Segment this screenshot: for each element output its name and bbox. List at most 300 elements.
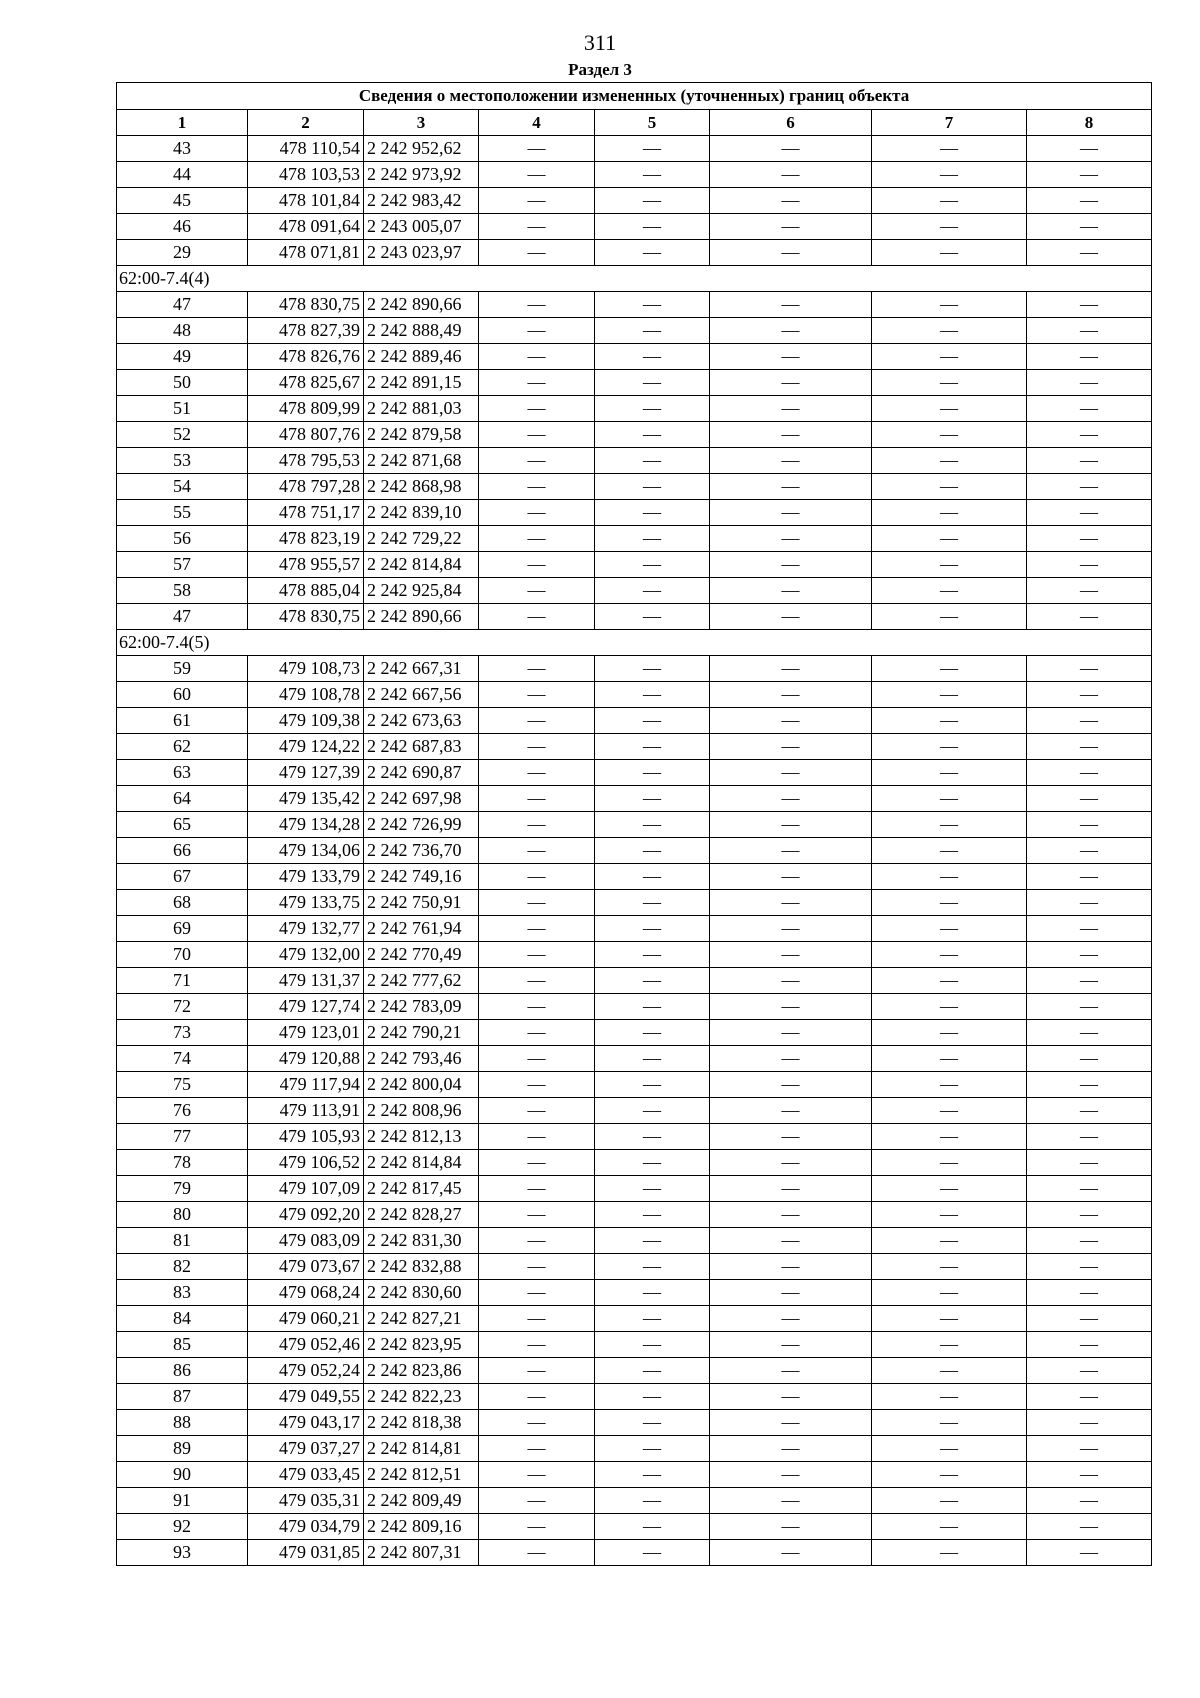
group-label: 62:00-7.4(5) <box>117 630 1152 656</box>
empty-cell-col-7: — <box>872 1332 1027 1358</box>
point-number: 47 <box>117 292 248 318</box>
empty-cell-col-8: — <box>1027 890 1152 916</box>
empty-cell-col-5: — <box>595 734 710 760</box>
empty-cell-col-5: — <box>595 838 710 864</box>
coordinate-y: 2 242 871,68 <box>364 448 479 474</box>
coordinate-x: 478 807,76 <box>248 422 364 448</box>
column-header-8: 8 <box>1027 110 1152 136</box>
empty-cell-col-5: — <box>595 656 710 682</box>
empty-cell-col-8: — <box>1027 500 1152 526</box>
coordinate-x: 479 113,91 <box>248 1098 364 1124</box>
empty-cell-col-5: — <box>595 942 710 968</box>
coordinate-x: 479 123,01 <box>248 1020 364 1046</box>
empty-cell-col-4: — <box>479 916 595 942</box>
point-number: 55 <box>117 500 248 526</box>
point-number: 82 <box>117 1254 248 1280</box>
table-caption-row <box>117 83 1152 110</box>
coordinate-x: 478 823,19 <box>248 526 364 552</box>
empty-cell-col-7: — <box>872 552 1027 578</box>
empty-cell-col-4: — <box>479 1306 595 1332</box>
coordinate-y: 2 242 817,45 <box>364 1176 479 1202</box>
coordinate-x: 479 037,27 <box>248 1436 364 1462</box>
table-row <box>117 838 1152 864</box>
empty-cell-col-4: — <box>479 1098 595 1124</box>
empty-cell-col-8: — <box>1027 370 1152 396</box>
point-number: 79 <box>117 1176 248 1202</box>
coordinate-y: 2 242 822,23 <box>364 1384 479 1410</box>
empty-cell-col-4: — <box>479 448 595 474</box>
coordinate-y: 2 242 830,60 <box>364 1280 479 1306</box>
empty-cell-col-8: — <box>1027 1514 1152 1540</box>
table-row <box>117 1046 1152 1072</box>
empty-cell-col-5: — <box>595 136 710 162</box>
empty-cell-col-5: — <box>595 448 710 474</box>
coordinate-y: 2 242 729,22 <box>364 526 479 552</box>
empty-cell-col-4: — <box>479 552 595 578</box>
point-number: 58 <box>117 578 248 604</box>
empty-cell-col-6: — <box>710 500 872 526</box>
point-number: 53 <box>117 448 248 474</box>
empty-cell-col-8: — <box>1027 578 1152 604</box>
empty-cell-col-5: — <box>595 578 710 604</box>
coordinate-x: 479 073,67 <box>248 1254 364 1280</box>
empty-cell-col-5: — <box>595 240 710 266</box>
empty-cell-col-7: — <box>872 864 1027 890</box>
coordinate-x: 479 031,85 <box>248 1540 364 1566</box>
empty-cell-col-4: — <box>479 1254 595 1280</box>
empty-cell-col-8: — <box>1027 1410 1152 1436</box>
empty-cell-col-5: — <box>595 1384 710 1410</box>
empty-cell-col-4: — <box>479 500 595 526</box>
empty-cell-col-6: — <box>710 292 872 318</box>
empty-cell-col-4: — <box>479 214 595 240</box>
empty-cell-col-8: — <box>1027 162 1152 188</box>
empty-cell-col-6: — <box>710 214 872 240</box>
coordinate-x: 479 133,79 <box>248 864 364 890</box>
coordinate-y: 2 242 690,87 <box>364 760 479 786</box>
point-number: 83 <box>117 1280 248 1306</box>
empty-cell-col-7: — <box>872 812 1027 838</box>
empty-cell-col-7: — <box>872 1254 1027 1280</box>
coordinate-x: 478 825,67 <box>248 370 364 396</box>
coordinate-y: 2 242 726,99 <box>364 812 479 838</box>
coordinate-x: 478 751,17 <box>248 500 364 526</box>
empty-cell-col-5: — <box>595 1332 710 1358</box>
empty-cell-col-7: — <box>872 1384 1027 1410</box>
empty-cell-col-8: — <box>1027 1254 1152 1280</box>
empty-cell-col-6: — <box>710 1306 872 1332</box>
empty-cell-col-7: — <box>872 916 1027 942</box>
empty-cell-col-8: — <box>1027 1358 1152 1384</box>
table-row <box>117 1410 1152 1436</box>
coordinate-x: 478 826,76 <box>248 344 364 370</box>
empty-cell-col-4: — <box>479 604 595 630</box>
empty-cell-col-4: — <box>479 1072 595 1098</box>
empty-cell-col-4: — <box>479 474 595 500</box>
empty-cell-col-5: — <box>595 396 710 422</box>
coordinate-x: 479 052,24 <box>248 1358 364 1384</box>
coordinate-x: 478 110,54 <box>248 136 364 162</box>
coordinate-x: 479 127,39 <box>248 760 364 786</box>
empty-cell-col-8: — <box>1027 1046 1152 1072</box>
coordinate-y: 2 242 839,10 <box>364 500 479 526</box>
empty-cell-col-6: — <box>710 968 872 994</box>
empty-cell-col-4: — <box>479 396 595 422</box>
table-row <box>117 500 1152 526</box>
table-row <box>117 812 1152 838</box>
point-number: 71 <box>117 968 248 994</box>
empty-cell-col-6: — <box>710 1514 872 1540</box>
table-row <box>117 708 1152 734</box>
empty-cell-col-5: — <box>595 968 710 994</box>
coordinate-x: 478 955,57 <box>248 552 364 578</box>
coordinate-x: 479 127,74 <box>248 994 364 1020</box>
empty-cell-col-7: — <box>872 136 1027 162</box>
column-header-row <box>117 110 1152 136</box>
empty-cell-col-6: — <box>710 162 872 188</box>
point-number: 57 <box>117 552 248 578</box>
empty-cell-col-8: — <box>1027 1176 1152 1202</box>
empty-cell-col-4: — <box>479 1176 595 1202</box>
table-caption: Сведения о местоположении измененных (уточненных) границ объекта <box>117 83 1152 110</box>
empty-cell-col-4: — <box>479 1150 595 1176</box>
empty-cell-col-7: — <box>872 994 1027 1020</box>
table-row <box>117 1176 1152 1202</box>
empty-cell-col-7: — <box>872 318 1027 344</box>
empty-cell-col-4: — <box>479 1332 595 1358</box>
empty-cell-col-6: — <box>710 838 872 864</box>
empty-cell-col-5: — <box>595 1202 710 1228</box>
coordinate-x: 479 083,09 <box>248 1228 364 1254</box>
empty-cell-col-6: — <box>710 1280 872 1306</box>
point-number: 49 <box>117 344 248 370</box>
empty-cell-col-5: — <box>595 500 710 526</box>
coordinate-x: 478 103,53 <box>248 162 364 188</box>
empty-cell-col-8: — <box>1027 734 1152 760</box>
coordinate-x: 479 107,09 <box>248 1176 364 1202</box>
empty-cell-col-7: — <box>872 188 1027 214</box>
column-header-5: 5 <box>595 110 710 136</box>
empty-cell-col-6: — <box>710 136 872 162</box>
coordinate-x: 479 043,17 <box>248 1410 364 1436</box>
empty-cell-col-8: — <box>1027 1462 1152 1488</box>
empty-cell-col-5: — <box>595 1410 710 1436</box>
coordinate-y: 2 242 807,31 <box>364 1540 479 1566</box>
empty-cell-col-5: — <box>595 214 710 240</box>
empty-cell-col-7: — <box>872 370 1027 396</box>
empty-cell-col-6: — <box>710 734 872 760</box>
table-row <box>117 396 1152 422</box>
point-number: 67 <box>117 864 248 890</box>
empty-cell-col-7: — <box>872 604 1027 630</box>
empty-cell-col-4: — <box>479 968 595 994</box>
coordinate-y: 2 242 814,81 <box>364 1436 479 1462</box>
empty-cell-col-8: — <box>1027 1332 1152 1358</box>
point-number: 59 <box>117 656 248 682</box>
table-row <box>117 526 1152 552</box>
empty-cell-col-7: — <box>872 1488 1027 1514</box>
point-number: 44 <box>117 162 248 188</box>
coordinate-y: 2 242 952,62 <box>364 136 479 162</box>
coordinate-y: 2 242 777,62 <box>364 968 479 994</box>
empty-cell-col-8: — <box>1027 1072 1152 1098</box>
coordinate-x: 479 060,21 <box>248 1306 364 1332</box>
empty-cell-col-8: — <box>1027 864 1152 890</box>
empty-cell-col-5: — <box>595 1436 710 1462</box>
empty-cell-col-7: — <box>872 968 1027 994</box>
table-row <box>117 448 1152 474</box>
empty-cell-col-8: — <box>1027 1384 1152 1410</box>
empty-cell-col-7: — <box>872 708 1027 734</box>
empty-cell-col-6: — <box>710 1410 872 1436</box>
point-number: 72 <box>117 994 248 1020</box>
empty-cell-col-7: — <box>872 1176 1027 1202</box>
empty-cell-col-8: — <box>1027 474 1152 500</box>
empty-cell-col-5: — <box>595 422 710 448</box>
empty-cell-col-5: — <box>595 188 710 214</box>
coordinate-y: 2 242 832,88 <box>364 1254 479 1280</box>
empty-cell-col-4: — <box>479 370 595 396</box>
table-row <box>117 552 1152 578</box>
coordinate-x: 479 068,24 <box>248 1280 364 1306</box>
point-number: 89 <box>117 1436 248 1462</box>
empty-cell-col-4: — <box>479 344 595 370</box>
point-number: 45 <box>117 188 248 214</box>
empty-cell-col-6: — <box>710 318 872 344</box>
empty-cell-col-5: — <box>595 1020 710 1046</box>
coordinate-y: 2 242 827,21 <box>364 1306 479 1332</box>
empty-cell-col-6: — <box>710 526 872 552</box>
coordinate-x: 479 106,52 <box>248 1150 364 1176</box>
empty-cell-col-7: — <box>872 474 1027 500</box>
coordinate-y: 2 242 667,56 <box>364 682 479 708</box>
table-row <box>117 1098 1152 1124</box>
point-number: 74 <box>117 1046 248 1072</box>
empty-cell-col-5: — <box>595 162 710 188</box>
empty-cell-col-6: — <box>710 1254 872 1280</box>
coordinate-y: 2 242 814,84 <box>364 552 479 578</box>
empty-cell-col-5: — <box>595 1072 710 1098</box>
point-number: 88 <box>117 1410 248 1436</box>
empty-cell-col-7: — <box>872 344 1027 370</box>
coordinate-y: 2 242 673,63 <box>364 708 479 734</box>
table-row <box>117 1514 1152 1540</box>
coordinate-y: 2 242 868,98 <box>364 474 479 500</box>
table-row <box>117 162 1152 188</box>
empty-cell-col-7: — <box>872 1202 1027 1228</box>
empty-cell-col-5: — <box>595 786 710 812</box>
empty-cell-col-5: — <box>595 1046 710 1072</box>
coordinate-x: 479 133,75 <box>248 890 364 916</box>
empty-cell-col-4: — <box>479 318 595 344</box>
empty-cell-col-6: — <box>710 994 872 1020</box>
empty-cell-col-4: — <box>479 1202 595 1228</box>
point-number: 84 <box>117 1306 248 1332</box>
empty-cell-col-6: — <box>710 448 872 474</box>
empty-cell-col-6: — <box>710 942 872 968</box>
empty-cell-col-6: — <box>710 240 872 266</box>
empty-cell-col-8: — <box>1027 526 1152 552</box>
point-number: 66 <box>117 838 248 864</box>
table-row <box>117 1124 1152 1150</box>
point-number: 91 <box>117 1488 248 1514</box>
point-number: 56 <box>117 526 248 552</box>
table-row <box>117 1228 1152 1254</box>
coordinate-x: 478 101,84 <box>248 188 364 214</box>
empty-cell-col-7: — <box>872 214 1027 240</box>
empty-cell-col-4: — <box>479 1384 595 1410</box>
column-header-2: 2 <box>248 110 364 136</box>
empty-cell-col-4: — <box>479 864 595 890</box>
coordinate-y: 2 242 809,16 <box>364 1514 479 1540</box>
empty-cell-col-7: — <box>872 1280 1027 1306</box>
empty-cell-col-7: — <box>872 1124 1027 1150</box>
coordinate-y: 2 242 793,46 <box>364 1046 479 1072</box>
empty-cell-col-5: — <box>595 994 710 1020</box>
table-row <box>117 1540 1152 1566</box>
empty-cell-col-4: — <box>479 578 595 604</box>
empty-cell-col-8: — <box>1027 1228 1152 1254</box>
empty-cell-col-7: — <box>872 1436 1027 1462</box>
coordinate-x: 479 105,93 <box>248 1124 364 1150</box>
empty-cell-col-5: — <box>595 1280 710 1306</box>
coordinate-y: 2 242 889,46 <box>364 344 479 370</box>
empty-cell-col-5: — <box>595 344 710 370</box>
empty-cell-col-8: — <box>1027 1150 1152 1176</box>
empty-cell-col-6: — <box>710 1020 872 1046</box>
column-header-1: 1 <box>117 110 248 136</box>
empty-cell-col-5: — <box>595 474 710 500</box>
empty-cell-col-5: — <box>595 552 710 578</box>
table-row <box>117 682 1152 708</box>
table-row <box>117 1072 1152 1098</box>
point-number: 68 <box>117 890 248 916</box>
coordinate-x: 479 132,00 <box>248 942 364 968</box>
coordinate-x: 479 117,94 <box>248 1072 364 1098</box>
coordinate-x: 479 035,31 <box>248 1488 364 1514</box>
empty-cell-col-5: — <box>595 292 710 318</box>
empty-cell-col-6: — <box>710 188 872 214</box>
coordinate-y: 2 242 831,30 <box>364 1228 479 1254</box>
empty-cell-col-8: — <box>1027 916 1152 942</box>
group-row <box>117 630 1152 656</box>
table-row <box>117 188 1152 214</box>
empty-cell-col-7: — <box>872 1462 1027 1488</box>
empty-cell-col-7: — <box>872 396 1027 422</box>
section-title: Раздел 3 <box>568 60 632 79</box>
empty-cell-col-6: — <box>710 578 872 604</box>
coordinate-y: 2 242 814,84 <box>364 1150 479 1176</box>
column-header-4: 4 <box>479 110 595 136</box>
empty-cell-col-6: — <box>710 396 872 422</box>
empty-cell-col-6: — <box>710 604 872 630</box>
empty-cell-col-6: — <box>710 656 872 682</box>
empty-cell-col-8: — <box>1027 136 1152 162</box>
coordinate-y: 2 242 818,38 <box>364 1410 479 1436</box>
empty-cell-col-6: — <box>710 1358 872 1384</box>
empty-cell-col-5: — <box>595 1514 710 1540</box>
table-row <box>117 240 1152 266</box>
empty-cell-col-7: — <box>872 838 1027 864</box>
empty-cell-col-7: — <box>872 1358 1027 1384</box>
table-row <box>117 370 1152 396</box>
empty-cell-col-4: — <box>479 526 595 552</box>
coordinate-y: 2 242 888,49 <box>364 318 479 344</box>
empty-cell-col-6: — <box>710 890 872 916</box>
empty-cell-col-5: — <box>595 318 710 344</box>
table-row <box>117 1306 1152 1332</box>
empty-cell-col-5: — <box>595 1228 710 1254</box>
coordinate-x: 479 034,79 <box>248 1514 364 1540</box>
empty-cell-col-6: — <box>710 1150 872 1176</box>
column-header-6: 6 <box>710 110 872 136</box>
empty-cell-col-6: — <box>710 474 872 500</box>
coordinate-y: 2 242 812,13 <box>364 1124 479 1150</box>
boundary-coordinates-table <box>116 82 1152 1566</box>
coordinate-x: 479 132,77 <box>248 916 364 942</box>
empty-cell-col-4: — <box>479 1462 595 1488</box>
empty-cell-col-4: — <box>479 188 595 214</box>
empty-cell-col-8: — <box>1027 552 1152 578</box>
coordinate-x: 479 033,45 <box>248 1462 364 1488</box>
point-number: 54 <box>117 474 248 500</box>
empty-cell-col-8: — <box>1027 604 1152 630</box>
empty-cell-col-4: — <box>479 1488 595 1514</box>
empty-cell-col-4: — <box>479 734 595 760</box>
empty-cell-col-5: — <box>595 1254 710 1280</box>
empty-cell-col-8: — <box>1027 942 1152 968</box>
table-row <box>117 604 1152 630</box>
empty-cell-col-8: — <box>1027 1020 1152 1046</box>
column-header-3: 3 <box>364 110 479 136</box>
coordinate-x: 478 091,64 <box>248 214 364 240</box>
empty-cell-col-7: — <box>872 240 1027 266</box>
empty-cell-col-5: — <box>595 890 710 916</box>
point-number: 87 <box>117 1384 248 1410</box>
empty-cell-col-6: — <box>710 1176 872 1202</box>
table-row <box>117 916 1152 942</box>
empty-cell-col-5: — <box>595 682 710 708</box>
coordinate-x: 478 830,75 <box>248 604 364 630</box>
point-number: 92 <box>117 1514 248 1540</box>
empty-cell-col-5: — <box>595 1176 710 1202</box>
table-row <box>117 214 1152 240</box>
coordinate-y: 2 242 800,04 <box>364 1072 479 1098</box>
empty-cell-col-7: — <box>872 1540 1027 1566</box>
point-number: 81 <box>117 1228 248 1254</box>
empty-cell-col-6: — <box>710 786 872 812</box>
point-number: 69 <box>117 916 248 942</box>
empty-cell-col-8: — <box>1027 1280 1152 1306</box>
empty-cell-col-5: — <box>595 370 710 396</box>
empty-cell-col-4: — <box>479 1410 595 1436</box>
empty-cell-col-7: — <box>872 760 1027 786</box>
coordinate-x: 479 109,38 <box>248 708 364 734</box>
empty-cell-col-5: — <box>595 1540 710 1566</box>
empty-cell-col-8: — <box>1027 214 1152 240</box>
empty-cell-col-7: — <box>872 448 1027 474</box>
coordinate-y: 2 242 973,92 <box>364 162 479 188</box>
coordinate-x: 479 108,78 <box>248 682 364 708</box>
empty-cell-col-8: — <box>1027 240 1152 266</box>
table-row <box>117 1254 1152 1280</box>
empty-cell-col-8: — <box>1027 1124 1152 1150</box>
empty-cell-col-4: — <box>479 136 595 162</box>
point-number: 46 <box>117 214 248 240</box>
table-row <box>117 1488 1152 1514</box>
empty-cell-col-4: — <box>479 1514 595 1540</box>
empty-cell-col-4: — <box>479 838 595 864</box>
